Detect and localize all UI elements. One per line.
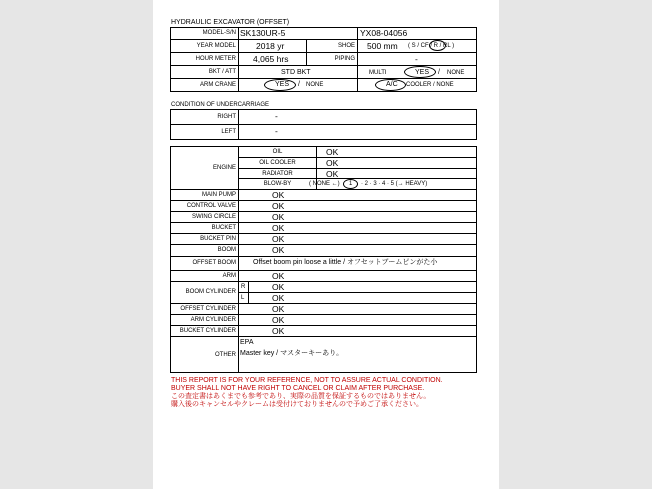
undercarriage-right-label: RIGHT (217, 114, 236, 120)
other-line-1: EPA (240, 339, 254, 346)
undercarriage-left-label: LEFT (221, 129, 236, 135)
serial-value: YX08-04056 (360, 28, 408, 38)
year-label: YEAR MODEL (196, 43, 236, 49)
bucket-pin-value: OK (272, 234, 285, 244)
boom-label: BOOM (217, 247, 236, 253)
shoe-label: SHOE (337, 43, 355, 49)
engine-oil-cooler-value: OK (326, 158, 339, 168)
report-title: HYDRAULIC EXCAVATOR (OFFSET) (171, 19, 290, 26)
engine-label: ENGINE (212, 165, 236, 171)
offset-boom-value: Offset boom pin loose a little / オフセットブームピンがた小 (253, 259, 438, 266)
boom-cylinder-l-label: L (241, 295, 245, 301)
multi-yes: YES (415, 69, 430, 76)
bkt-att-value: STD BKT (281, 69, 311, 76)
offset-cylinder-label: OFFSET CYLINDER (180, 306, 236, 312)
model-label: MODEL-S/N (202, 30, 236, 36)
boom-value: OK (272, 245, 285, 255)
bucket-cylinder-label: BUCKET CYLINDER (179, 328, 236, 334)
undercarriage-right-value: - (275, 111, 278, 121)
engine-oil-value: OK (326, 147, 339, 157)
arm-label: ARM (222, 273, 236, 279)
bucket-label: BUCKET (211, 225, 236, 231)
disclaimer-line-3: この査定書はあくまでも参考であり、実際の品質を保証するものではありません。 (171, 393, 431, 400)
boom-cylinder-r-value: OK (272, 282, 285, 292)
ac-selected-circle (375, 79, 406, 91)
blow-by-none: ( NONE ←) (309, 181, 340, 187)
report-sheet (153, 0, 499, 489)
swing-circle-label: SWING CIRCLE (191, 214, 236, 220)
hour-meter-label: HOUR METER (195, 56, 236, 62)
main-pump-label: MAIN PUMP (201, 192, 236, 198)
blow-by-scale: · 2 · 3 · 4 · 5 (→ HEAVY) (361, 181, 428, 187)
arm-crane-selected-circle (264, 79, 296, 91)
swing-circle-value: OK (272, 212, 285, 222)
ac-label: A/C (386, 81, 398, 88)
arm-crane-yes: YES (275, 81, 290, 88)
disclaimer-line-1: THIS REPORT IS FOR YOUR REFERENCE, NOT TO ASSURE ACTUAL CONDITION. (171, 377, 443, 384)
model-value: SK130UR-5 (240, 28, 286, 38)
engine-radiator-value: OK (326, 169, 339, 179)
bucket-value: OK (272, 223, 285, 233)
engine-radiator-label: RADIATOR (262, 171, 293, 177)
engine-oil-cooler-label: OIL COOLER (259, 160, 296, 166)
bucket-pin-label: BUCKET PIN (200, 236, 236, 242)
arm-crane-none: NONE (306, 82, 324, 88)
boom-cylinder-label: BOOM CYLINDER (185, 289, 236, 295)
hour-meter-value: 4,065 hrs (253, 54, 289, 64)
offset-boom-label: OFFSET BOOM (192, 260, 236, 266)
arm-value: OK (272, 271, 285, 281)
offset-cylinder-value: OK (272, 304, 285, 314)
ac-rest: COOLER / NONE (406, 82, 454, 88)
year-value: 2018 yr (256, 41, 285, 51)
main-pump-value: OK (272, 190, 285, 200)
disclaimer-line-2: BUYER SHALL NOT HAVE RIGHT TO CANCEL OR CLAIM AFTER PURCHASE. (171, 385, 425, 392)
arm-crane-label: ARM CRANE (199, 82, 236, 88)
arm-crane-separator: / (298, 81, 300, 88)
other-label: OTHER (215, 352, 236, 358)
blow-by-selected: 1 (349, 181, 353, 187)
piping-label: PIPING (334, 56, 355, 62)
arm-cylinder-value: OK (272, 315, 285, 325)
undercarriage-left-value: - (275, 126, 278, 136)
undercarriage-heading: CONDITION OF UNDERCARRIAGE (171, 102, 270, 108)
bucket-cylinder-value: OK (272, 326, 285, 336)
multi-separator: / (438, 69, 440, 76)
multi-none: NONE (447, 70, 465, 76)
shoe-size: 500 mm (367, 41, 398, 51)
other-line-2: Master key / マスターキーあり。 (240, 350, 344, 357)
disclaimer-line-4: 購入後のキャンセルやクレームは受付けておりませんので予めご了承ください。 (171, 401, 423, 408)
blow-by-label: BLOW-BY (263, 181, 292, 187)
multi-selected-circle (404, 66, 436, 78)
boom-cylinder-l-value: OK (272, 293, 285, 303)
shoe-types: ( S / CF / R / RL ) (408, 43, 455, 49)
control-valve-label: CONTROL VALVE (186, 203, 236, 209)
boom-cylinder-r-label: R (241, 284, 246, 290)
multi-label: MULTI (369, 70, 387, 76)
arm-cylinder-label: ARM CYLINDER (190, 317, 236, 323)
control-valve-value: OK (272, 201, 285, 211)
bkt-att-label: BKT / ATT (208, 69, 236, 75)
piping-value: - (415, 54, 418, 64)
shoe-selected-circle (429, 40, 446, 51)
engine-oil-label: OIL (272, 149, 283, 155)
